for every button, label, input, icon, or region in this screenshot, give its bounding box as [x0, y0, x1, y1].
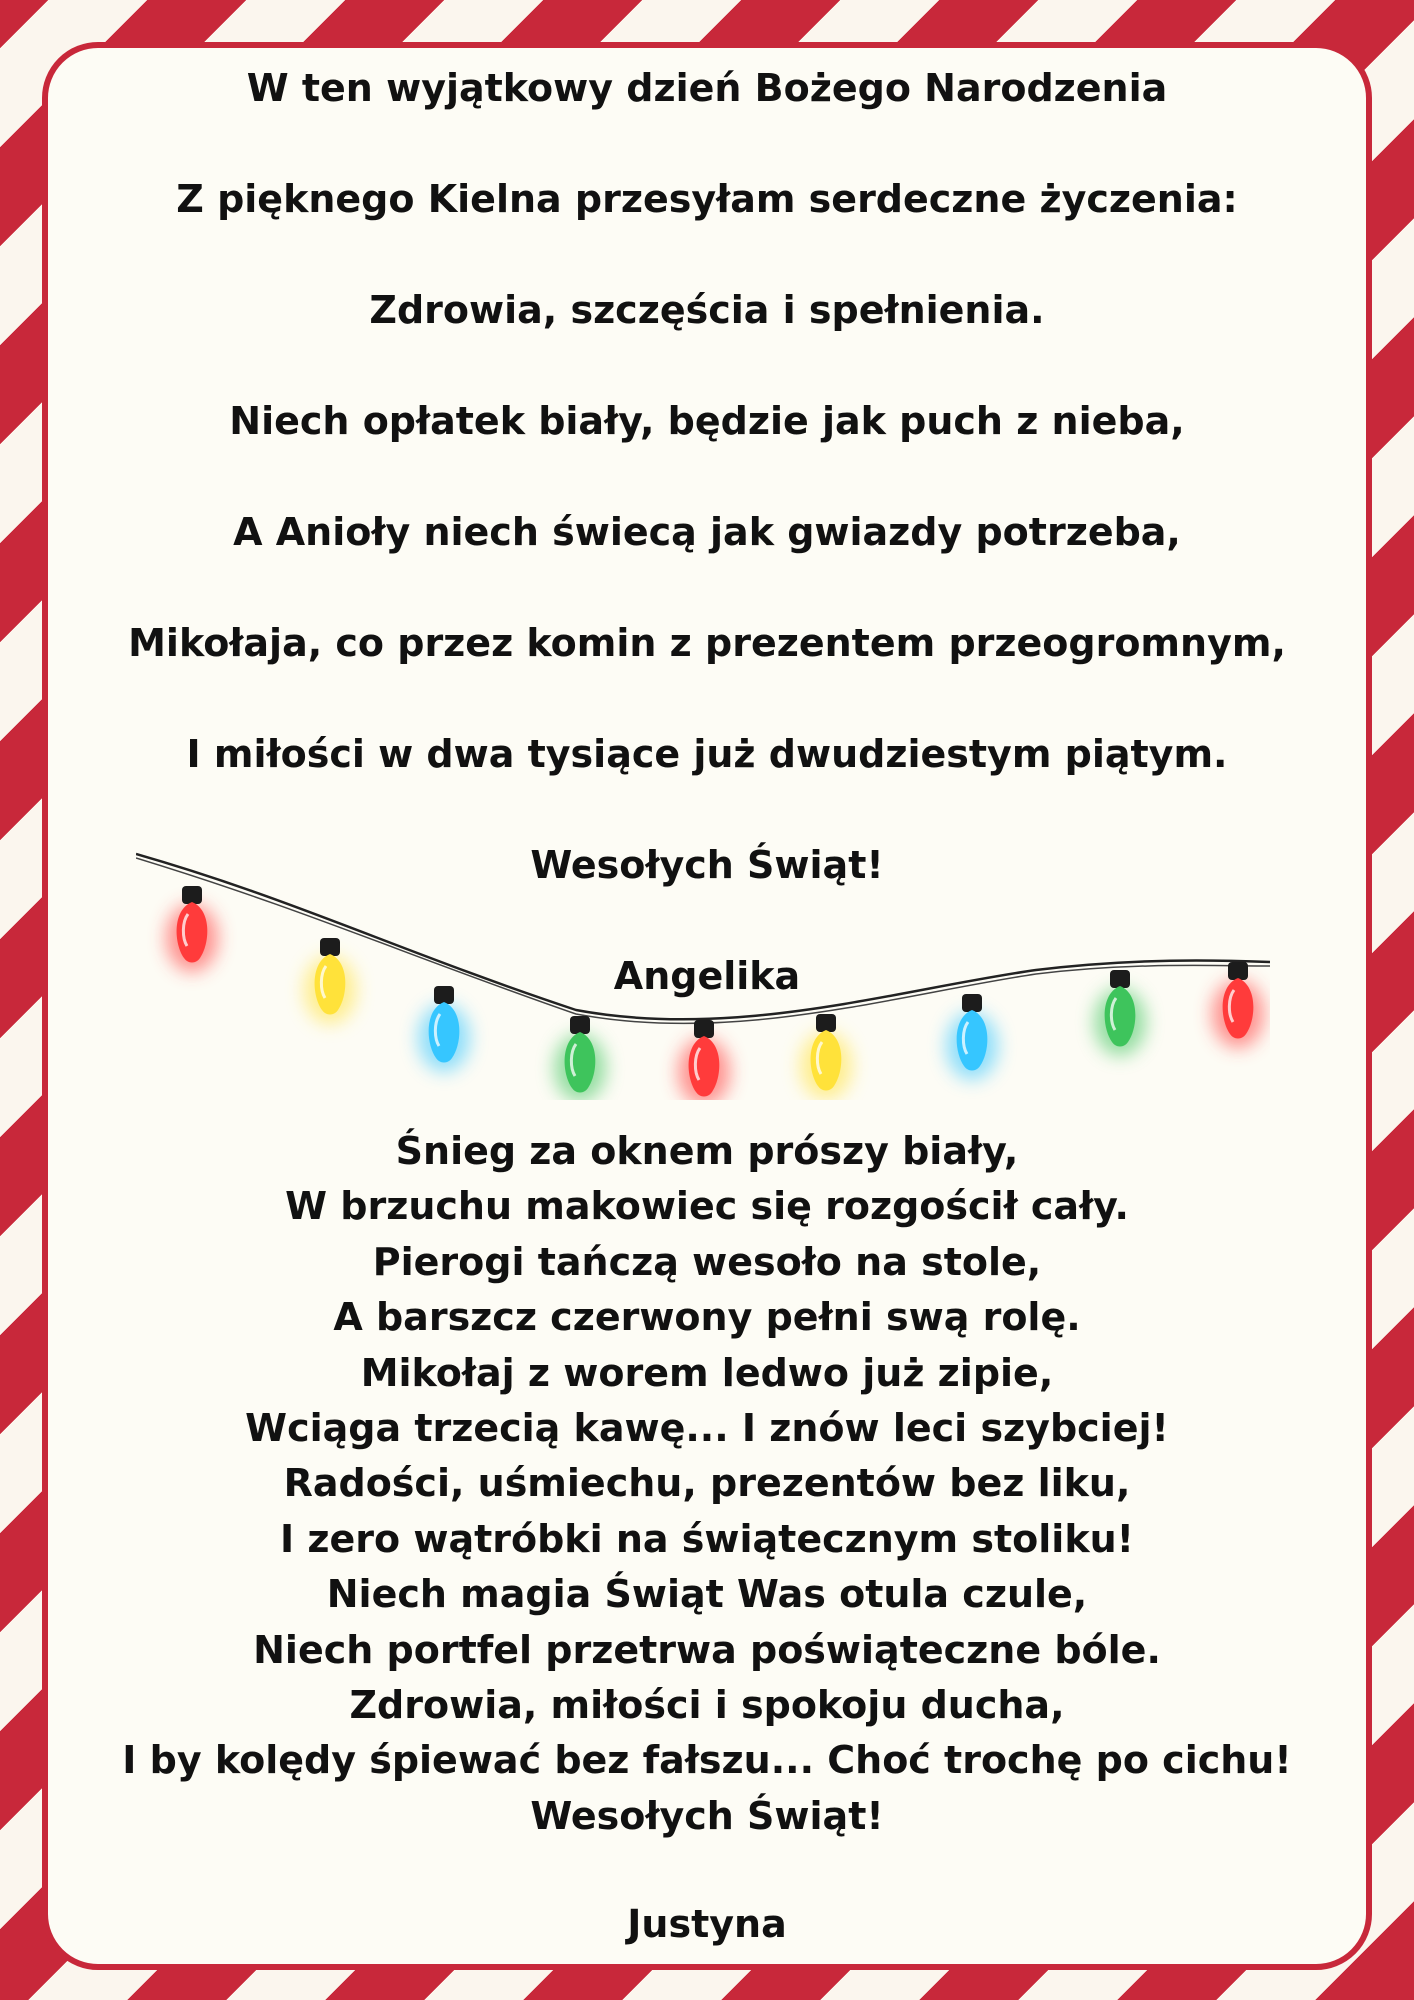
blue-light-bulb-icon [418, 986, 470, 1072]
poem-line: Mikołaj z worem ledwo już zipie, [360, 1350, 1054, 1395]
poem-line: Pierogi tańczą wesoło na stole, [372, 1239, 1042, 1284]
signature-angelika: Angelika [613, 954, 801, 998]
poem-line: I miłości w dwa tysiące już dwudziestym piątym. [186, 732, 1228, 776]
poem-line: I by kolędy śpiewać bez fałszu... Choć trochę po cichu! [122, 1738, 1292, 1783]
red-light-bulb-icon [678, 1020, 730, 1100]
poem-line: Radości, uśmiechu, prezentów bez liku, [283, 1461, 1131, 1506]
signature-justyna: Justyna [627, 1902, 787, 1946]
red-light-bulb-icon [1212, 962, 1264, 1048]
yellow-light-bulb-icon [304, 938, 356, 1024]
poem-line: Niech opłatek biały, będzie jak puch z nieba, [229, 399, 1185, 443]
poem-line: Mikołaja, co przez komin z prezentem przeogromnym, [128, 621, 1286, 665]
poem-line: I zero wątróbki na świątecznym stoliku! [280, 1516, 1134, 1561]
green-light-bulb-icon [1094, 970, 1146, 1056]
red-light-bulb-icon [166, 886, 218, 972]
poem-line: Niech portfel przetrwa poświąteczne bóle. [253, 1627, 1161, 1672]
poem-line: Z pięknego Kielna przesyłam serdeczne życzenia: [176, 177, 1238, 221]
green-light-bulb-icon [554, 1016, 606, 1100]
poem-line: A barszcz czerwony pełni swą rolę. [333, 1295, 1081, 1340]
poem-line: Śnieg za oknem prószy biały, [395, 1129, 1019, 1173]
poem-line: Wciąga trzecią kawę... I znów leci szybciej! [245, 1405, 1169, 1450]
poem-line: W brzuchu makowiec się rozgościł cały. [285, 1184, 1129, 1229]
string-of-christmas-lights-icon [136, 840, 1270, 1100]
poem-line: W ten wyjątkowy dzień Bożego Narodzenia [246, 66, 1168, 110]
poem-line: Zdrowia, miłości i spokoju ducha, [349, 1682, 1065, 1727]
poem-greeting: Wesołych Świąt! [530, 1793, 884, 1838]
blue-light-bulb-icon [946, 994, 998, 1080]
poem-justyna [0, 1125, 1414, 1845]
poem-line: Niech magia Świąt Was otula czule, [326, 1572, 1088, 1617]
poem-line: Zdrowia, szczęścia i spełnienia. [369, 288, 1045, 332]
poem-line: A Anioły niech świecą jak gwiazdy potrzeba, [233, 510, 1181, 554]
poem-greeting: Wesołych Świąt! [530, 843, 884, 887]
yellow-light-bulb-icon [800, 1014, 852, 1100]
